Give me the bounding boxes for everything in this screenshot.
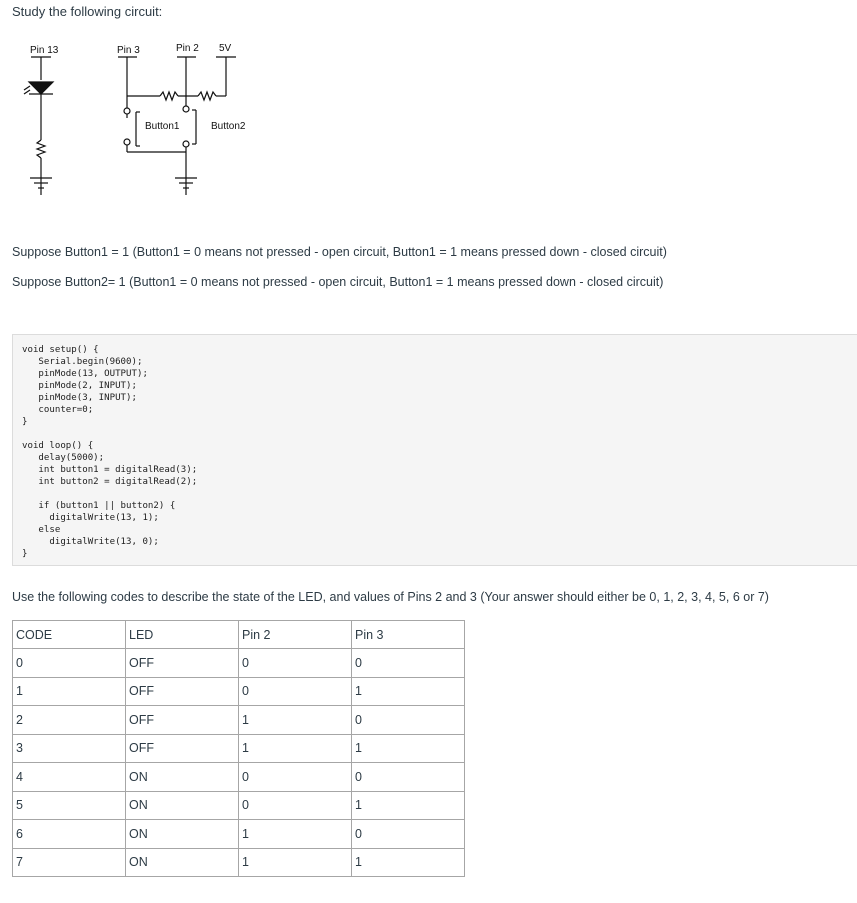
cell-led: ON (126, 791, 239, 820)
pin13-resistor (37, 140, 45, 158)
cell-led: OFF (126, 734, 239, 763)
ground-symbol-left (30, 178, 52, 195)
circuit-diagram (0, 30, 300, 205)
cell-code: 3 (13, 734, 126, 763)
cell-led: ON (126, 848, 239, 877)
cell-led: OFF (126, 649, 239, 678)
cell-code: 1 (13, 677, 126, 706)
cell-led: OFF (126, 706, 239, 735)
cell-code: 2 (13, 706, 126, 735)
header-led: LED (126, 621, 239, 649)
table-row (13, 649, 465, 678)
cell-led: ON (126, 820, 239, 849)
label-button2: Button2 (211, 121, 246, 132)
table-header-row (13, 621, 465, 649)
cell-pin3: 1 (352, 848, 465, 877)
cell-pin3: 0 (352, 820, 465, 849)
cell-pin2: 0 (239, 791, 352, 820)
code-block (12, 334, 857, 566)
cell-pin3: 1 (352, 791, 465, 820)
label-pin3: Pin 3 (117, 45, 140, 56)
code-text: void setup() { Serial.begin(9600); pinMode(13, OUTPUT); pinMode(2, INPUT); pinMode(3, INPUT); counter=0; } void loop() { delay(5000); int button1 = digitalRead(3); int button2 = digitalRead(2); if (button1 || button2) { digitalWrite(13, 1); else digitalWrite(13, 0); } (22, 345, 198, 559)
intro-text: Study the following circuit: (12, 4, 163, 19)
cell-pin3: 1 (352, 734, 465, 763)
cell-pin3: 0 (352, 763, 465, 792)
table-row (13, 734, 465, 763)
cell-led: ON (126, 763, 239, 792)
cell-pin2: 1 (239, 734, 352, 763)
cell-pin2: 1 (239, 848, 352, 877)
question-text: Use the following codes to describe the state of the LED, and values of Pins 2 and 3 (Your answer should either be 0, 1, 2, 3, 4, 5, 6 or 7) (12, 590, 769, 604)
cell-pin3: 1 (352, 677, 465, 706)
led-symbol (29, 82, 53, 94)
table-row (13, 820, 465, 849)
cell-code: 6 (13, 820, 126, 849)
cell-pin2: 1 (239, 706, 352, 735)
cell-code: 4 (13, 763, 126, 792)
table-row (13, 848, 465, 877)
suppose-button1: Suppose Button1 = 1 (Button1 = 0 means not pressed - open circuit, Button1 = 1 means pressed down - closed circuit) (12, 245, 667, 259)
table-row (13, 763, 465, 792)
label-pin2: Pin 2 (176, 43, 199, 54)
cell-code: 0 (13, 649, 126, 678)
ground-symbol-right (175, 178, 197, 195)
label-button1: Button1 (145, 121, 180, 132)
table-row (13, 706, 465, 735)
button2-symbol (183, 106, 196, 178)
cell-code: 5 (13, 791, 126, 820)
table-row (13, 791, 465, 820)
cell-pin2: 0 (239, 763, 352, 792)
table-row (13, 677, 465, 706)
cell-pin3: 0 (352, 706, 465, 735)
cell-pin3: 0 (352, 649, 465, 678)
cell-pin2: 0 (239, 649, 352, 678)
cell-code: 7 (13, 848, 126, 877)
label-5v: 5V (219, 43, 232, 54)
codes-table (12, 620, 465, 877)
header-code: CODE (13, 621, 126, 649)
header-pin2: Pin 2 (239, 621, 352, 649)
cell-led: OFF (126, 677, 239, 706)
cell-pin2: 0 (239, 677, 352, 706)
label-pin13: Pin 13 (30, 45, 59, 56)
header-pin3: Pin 3 (352, 621, 465, 649)
suppose-button2: Suppose Button2= 1 (Button1 = 0 means not pressed - open circuit, Button1 = 1 means pressed down - closed circuit) (12, 275, 664, 289)
resistor-5v (198, 92, 216, 100)
cell-pin2: 1 (239, 820, 352, 849)
resistor-pin3 (160, 92, 178, 100)
